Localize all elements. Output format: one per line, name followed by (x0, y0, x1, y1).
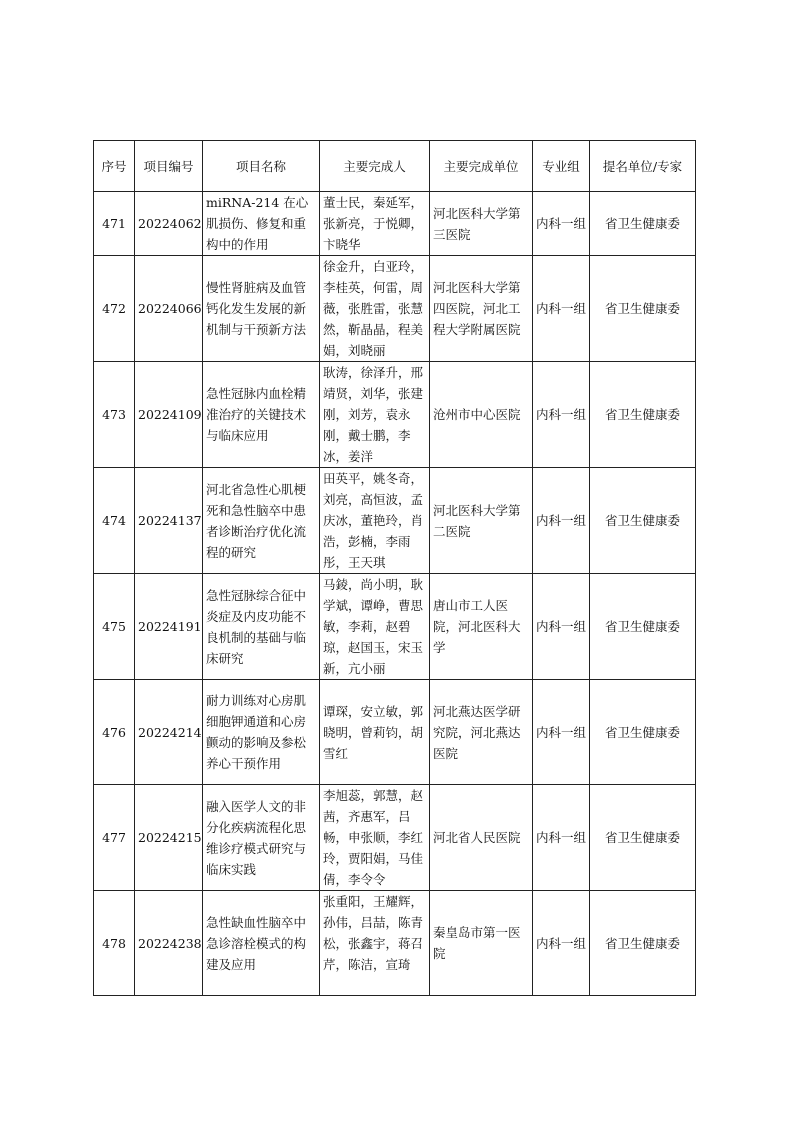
cell-unit: 沧州市中心医院 (430, 362, 533, 468)
header-name: 项目名称 (203, 141, 320, 192)
header-code: 项目编号 (135, 141, 203, 192)
cell-nominator: 省卫生健康委 (590, 785, 696, 891)
cell-group: 内科一组 (533, 192, 590, 256)
cell-nominator: 省卫生健康委 (590, 256, 696, 362)
cell-name: 急性冠脉内血栓精准治疗的关键技术与临床应用 (203, 362, 320, 468)
cell-unit: 河北省人民医院 (430, 785, 533, 891)
cell-group: 内科一组 (533, 256, 590, 362)
cell-unit: 河北燕达医学研究院，河北燕达医院 (430, 680, 533, 785)
cell-nominator: 省卫生健康委 (590, 362, 696, 468)
cell-people: 徐金升，白亚玲，李桂英，何雷，周薇，张胜雷，张慧然，靳晶晶，程美娟，刘晓丽 (320, 256, 430, 362)
cell-people: 李旭蕊，郭慧，赵茜，齐惠军，吕畅，申张顺，李红玲，贾阳娟，马佳倩，李令令 (320, 785, 430, 891)
cell-seq: 474 (94, 468, 135, 574)
cell-code: 20224062 (135, 192, 203, 256)
header-group: 专业组 (533, 141, 590, 192)
cell-nominator: 省卫生健康委 (590, 680, 696, 785)
cell-unit: 河北医科大学第二医院 (430, 468, 533, 574)
cell-unit: 河北医科大学第四医院，河北工程大学附属医院 (430, 256, 533, 362)
cell-people: 董士民，秦延军，张新亮，于悦卿，卞晓华 (320, 192, 430, 256)
header-row (94, 141, 696, 192)
cell-name: 慢性肾脏病及血管钙化发生发展的新机制与干预新方法 (203, 256, 320, 362)
cell-seq: 475 (94, 574, 135, 680)
table-row (94, 362, 696, 468)
table-row (94, 192, 696, 256)
cell-group: 内科一组 (533, 574, 590, 680)
cell-code: 20224238 (135, 891, 203, 996)
cell-name: miRNA-214 在心肌损伤、修复和重构中的作用 (203, 192, 320, 256)
cell-code: 20224066 (135, 256, 203, 362)
cell-name: 河北省急性心肌梗死和急性脑卒中患者诊断治疗优化流程的研究 (203, 468, 320, 574)
cell-group: 内科一组 (533, 891, 590, 996)
cell-unit: 秦皇岛市第一医院 (430, 891, 533, 996)
cell-seq: 478 (94, 891, 135, 996)
cell-people: 张重阳，王耀辉，孙伟，吕喆，陈青松，张鑫宇，蒋召芹，陈洁，宣琦 (320, 891, 430, 996)
cell-code: 20224191 (135, 574, 203, 680)
cell-unit: 唐山市工人医院，河北医科大学 (430, 574, 533, 680)
table-row (94, 785, 696, 891)
header-unit: 主要完成单位 (430, 141, 533, 192)
cell-group: 内科一组 (533, 785, 590, 891)
table-row (94, 891, 696, 996)
cell-code: 20224109 (135, 362, 203, 468)
header-people: 主要完成人 (320, 141, 430, 192)
cell-seq: 477 (94, 785, 135, 891)
cell-name: 融入医学人文的非分化疾病流程化思维诊疗模式研究与临床实践 (203, 785, 320, 891)
cell-group: 内科一组 (533, 362, 590, 468)
cell-code: 20224214 (135, 680, 203, 785)
cell-seq: 473 (94, 362, 135, 468)
cell-name: 急性冠脉综合征中炎症及内皮功能不良机制的基础与临床研究 (203, 574, 320, 680)
table-row (94, 468, 696, 574)
cell-people: 马錂，尚小明，耿学斌，谭峥，曹思敏，李莉，赵碧琼，赵国玉，宋玉新，亢小丽 (320, 574, 430, 680)
cell-group: 内科一组 (533, 468, 590, 574)
table-row (94, 574, 696, 680)
cell-seq: 476 (94, 680, 135, 785)
cell-nominator: 省卫生健康委 (590, 468, 696, 574)
cell-people: 田英平，姚冬奇，刘亮，高恒波，孟庆冰，董艳玲，肖浩，彭楠，李雨彤，王天琪 (320, 468, 430, 574)
header-seq: 序号 (94, 141, 135, 192)
cell-nominator: 省卫生健康委 (590, 891, 696, 996)
cell-code: 20224215 (135, 785, 203, 891)
cell-name: 急性缺血性脑卒中急诊溶栓模式的构建及应用 (203, 891, 320, 996)
cell-people: 耿涛，徐泽升，邢靖贤，刘华，张建刚，刘芳，袁永刚，戴士鹏，李冰，姜洋 (320, 362, 430, 468)
table-row (94, 256, 696, 362)
table-row (94, 680, 696, 785)
cell-group: 内科一组 (533, 680, 590, 785)
cell-unit: 河北医科大学第三医院 (430, 192, 533, 256)
cell-seq: 472 (94, 256, 135, 362)
cell-seq: 471 (94, 192, 135, 256)
cell-name: 耐力训练对心房肌细胞钾通道和心房颤动的影响及参松养心干预作用 (203, 680, 320, 785)
cell-code: 20224137 (135, 468, 203, 574)
header-nominator: 提名单位/专家 (590, 141, 696, 192)
cell-nominator: 省卫生健康委 (590, 192, 696, 256)
award-table (93, 140, 696, 996)
cell-nominator: 省卫生健康委 (590, 574, 696, 680)
cell-people: 谭琛，安立敏，郭晓明，曾莉钧，胡雪红 (320, 680, 430, 785)
